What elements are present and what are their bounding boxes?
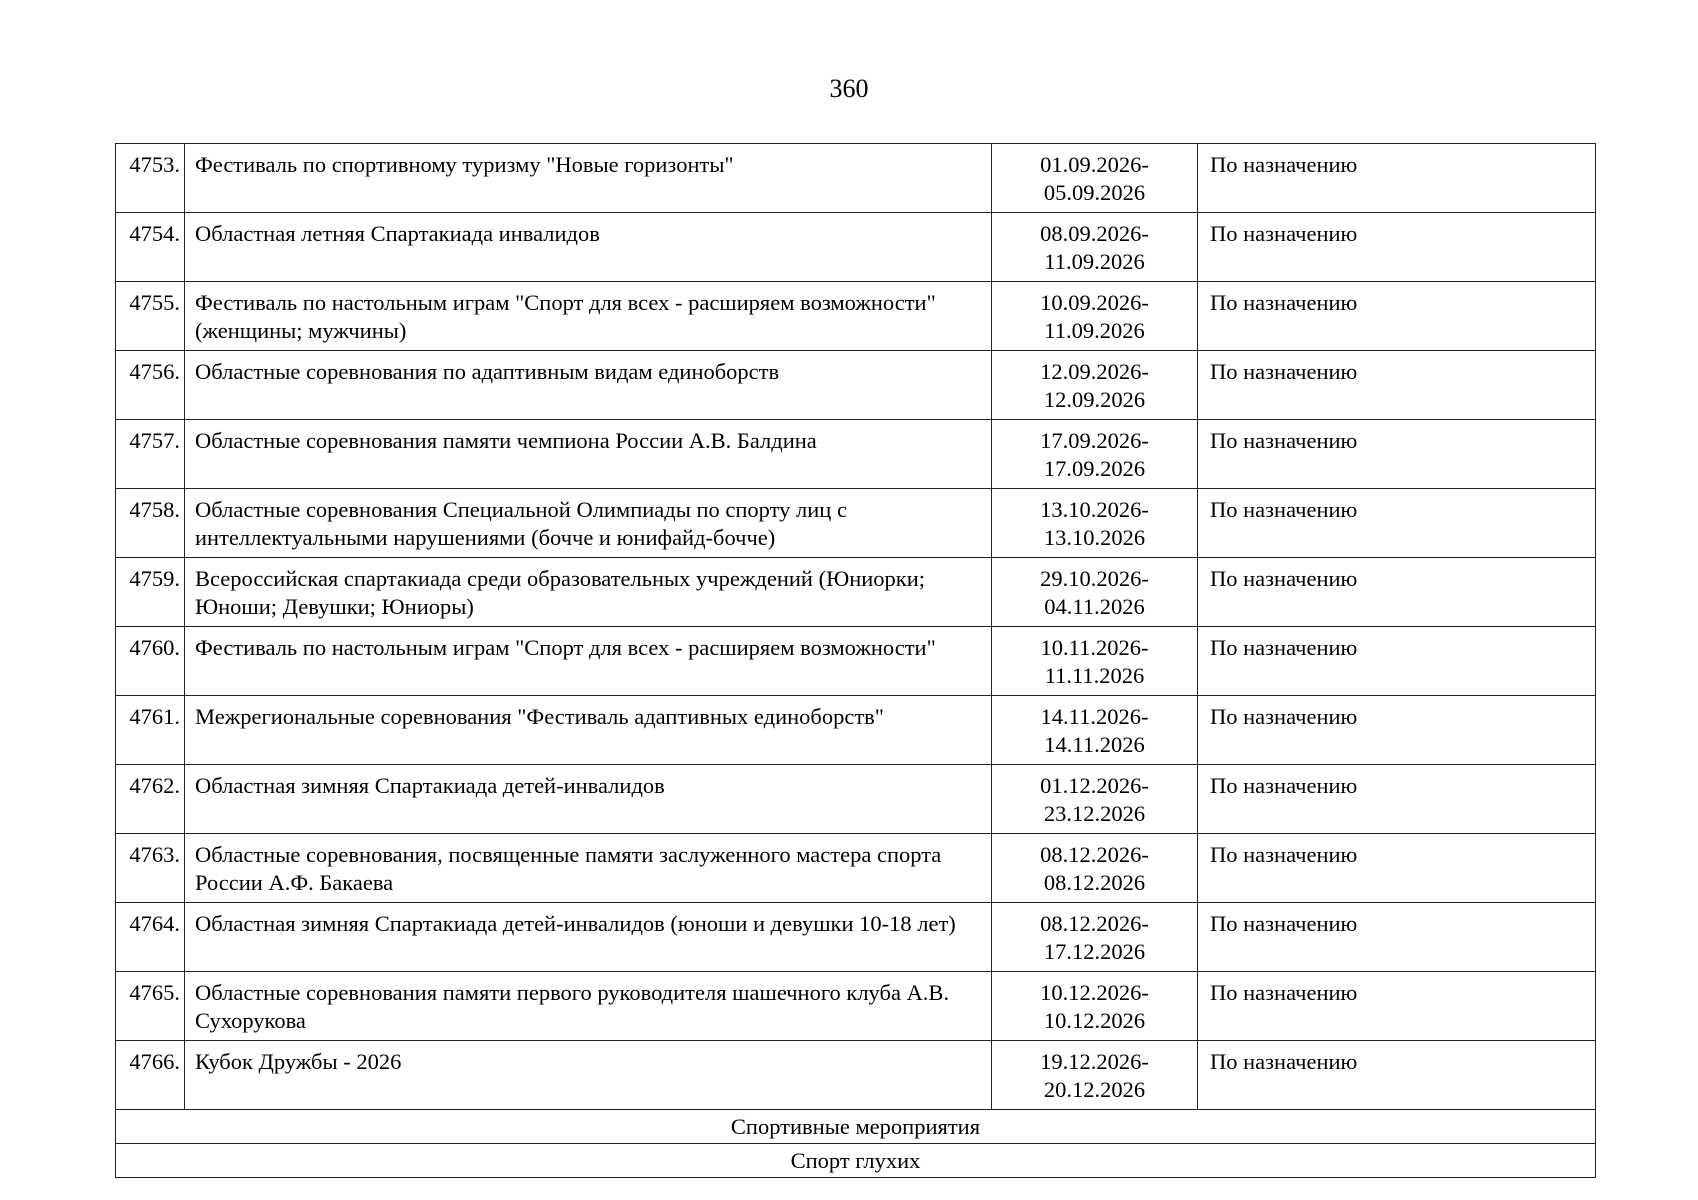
row-number: 4754. — [116, 213, 185, 282]
section-title: Спортивные мероприятия — [116, 1110, 1596, 1144]
event-place: По назначению — [1198, 696, 1596, 765]
table-row — [116, 1041, 1596, 1110]
date-start: 10.11.2026- — [1040, 635, 1149, 660]
table-row — [116, 489, 1596, 558]
date-end: 05.09.2026 — [1043, 180, 1146, 205]
event-place: По назначению — [1198, 351, 1596, 420]
event-place: По назначению — [1198, 213, 1596, 282]
date-start: 01.09.2026- — [1040, 152, 1149, 177]
table-row — [116, 351, 1596, 420]
date-end: 10.12.2026 — [1043, 1008, 1146, 1033]
event-dates — [992, 558, 1198, 627]
date-start: 10.12.2026- — [1040, 980, 1149, 1005]
section-row — [116, 1144, 1596, 1178]
event-dates — [992, 213, 1198, 282]
page-number: 360 — [829, 74, 869, 103]
date-end: 11.11.2026 — [1044, 663, 1145, 688]
event-name: Кубок Дружбы - 2026 — [185, 1041, 992, 1110]
event-place: По назначению — [1198, 627, 1596, 696]
row-number: 4755. — [116, 282, 185, 351]
event-place: По назначению — [1198, 420, 1596, 489]
table-row — [116, 282, 1596, 351]
event-dates — [992, 1041, 1198, 1110]
event-name: Областные соревнования по адаптивным видам единоборств — [185, 351, 992, 420]
event-place: По назначению — [1198, 558, 1596, 627]
row-number: 4759. — [116, 558, 185, 627]
date-start: 08.09.2026- — [1040, 221, 1149, 246]
date-end: 08.12.2026 — [1043, 870, 1146, 895]
event-dates — [992, 489, 1198, 558]
event-name: Областные соревнования, посвященные памяти заслуженного мастера спорта России А.Ф. Бакаева — [185, 834, 992, 903]
event-name: Областная зимняя Спартакиада детей-инвалидов (юноши и девушки 10-18 лет) — [185, 903, 992, 972]
row-number: 4766. — [116, 1041, 185, 1110]
row-number: 4757. — [116, 420, 185, 489]
event-place: По назначению — [1198, 765, 1596, 834]
date-end: 12.09.2026 — [1043, 387, 1146, 412]
event-dates — [992, 144, 1198, 213]
event-name: Областная зимняя Спартакиада детей-инвалидов — [185, 765, 992, 834]
event-name: Всероссийская спартакиада среди образовательных учреждений (Юниорки; Юноши; Девушки; Юниоры) — [185, 558, 992, 627]
row-number: 4758. — [116, 489, 185, 558]
row-number: 4765. — [116, 972, 185, 1041]
date-end: 04.11.2026 — [1044, 594, 1145, 619]
event-name: Областные соревнования Специальной Олимпиады по спорту лиц с интеллектуальными нарушениями (бочче и юнифайд-бочче) — [185, 489, 992, 558]
event-dates — [992, 765, 1198, 834]
table-row — [116, 420, 1596, 489]
date-start: 14.11.2026- — [1040, 704, 1149, 729]
event-place: По назначению — [1198, 903, 1596, 972]
row-number: 4761. — [116, 696, 185, 765]
row-number: 4763. — [116, 834, 185, 903]
date-end: 20.12.2026 — [1043, 1077, 1146, 1102]
table-row — [116, 627, 1596, 696]
date-start: 29.10.2026- — [1040, 566, 1149, 591]
event-place: По назначению — [1198, 144, 1596, 213]
date-end: 14.11.2026 — [1044, 732, 1145, 757]
date-end: 13.10.2026 — [1043, 525, 1146, 550]
event-dates — [992, 972, 1198, 1041]
event-name: Областные соревнования памяти первого руководителя шашечного клуба А.В. Сухорукова — [185, 972, 992, 1041]
event-dates — [992, 282, 1198, 351]
date-start: 19.12.2026- — [1040, 1049, 1149, 1074]
event-dates — [992, 903, 1198, 972]
date-start: 12.09.2026- — [1040, 359, 1149, 384]
date-start: 17.09.2026- — [1040, 428, 1149, 453]
row-number: 4760. — [116, 627, 185, 696]
event-name: Фестиваль по спортивному туризму "Новые горизонты" — [185, 144, 992, 213]
table-row — [116, 972, 1596, 1041]
row-number: 4764. — [116, 903, 185, 972]
table-row — [116, 213, 1596, 282]
table-row — [116, 765, 1596, 834]
date-end: 11.09.2026 — [1044, 249, 1145, 274]
event-place: По назначению — [1198, 1041, 1596, 1110]
section-title: Спорт глухих — [116, 1144, 1596, 1178]
table-row — [116, 558, 1596, 627]
event-dates — [992, 834, 1198, 903]
event-name: Областная летняя Спартакиада инвалидов — [185, 213, 992, 282]
row-number: 4762. — [116, 765, 185, 834]
event-name: Фестиваль по настольным играм "Спорт для всех - расширяем возможности" — [185, 627, 992, 696]
table-row — [116, 903, 1596, 972]
section-row — [116, 1110, 1596, 1144]
date-start: 01.12.2026- — [1040, 773, 1149, 798]
event-dates — [992, 420, 1198, 489]
event-name: Областные соревнования памяти чемпиона России А.В. Балдина — [185, 420, 992, 489]
table-row — [116, 834, 1596, 903]
date-start: 13.10.2026- — [1040, 497, 1149, 522]
row-number: 4756. — [116, 351, 185, 420]
date-start: 10.09.2026- — [1040, 290, 1149, 315]
event-dates — [992, 696, 1198, 765]
date-start: 08.12.2026- — [1040, 911, 1149, 936]
date-end: 17.09.2026 — [1043, 456, 1146, 481]
event-name: Межрегиональные соревнования "Фестиваль адаптивных единоборств" — [185, 696, 992, 765]
date-start: 08.12.2026- — [1040, 842, 1149, 867]
event-dates — [992, 627, 1198, 696]
table-row — [116, 696, 1596, 765]
date-end: 23.12.2026 — [1043, 801, 1146, 826]
event-place: По назначению — [1198, 489, 1596, 558]
date-end: 11.09.2026 — [1044, 318, 1145, 343]
event-dates — [992, 351, 1198, 420]
event-name: Фестиваль по настольным играм "Спорт для всех - расширяем возможности" (женщины; мужчины) — [185, 282, 992, 351]
row-number: 4753. — [116, 144, 185, 213]
event-place: По назначению — [1198, 834, 1596, 903]
events-table — [115, 143, 1596, 1178]
table-row — [116, 144, 1596, 213]
event-place: По назначению — [1198, 282, 1596, 351]
event-place: По назначению — [1198, 972, 1596, 1041]
date-end: 17.12.2026 — [1043, 939, 1146, 964]
